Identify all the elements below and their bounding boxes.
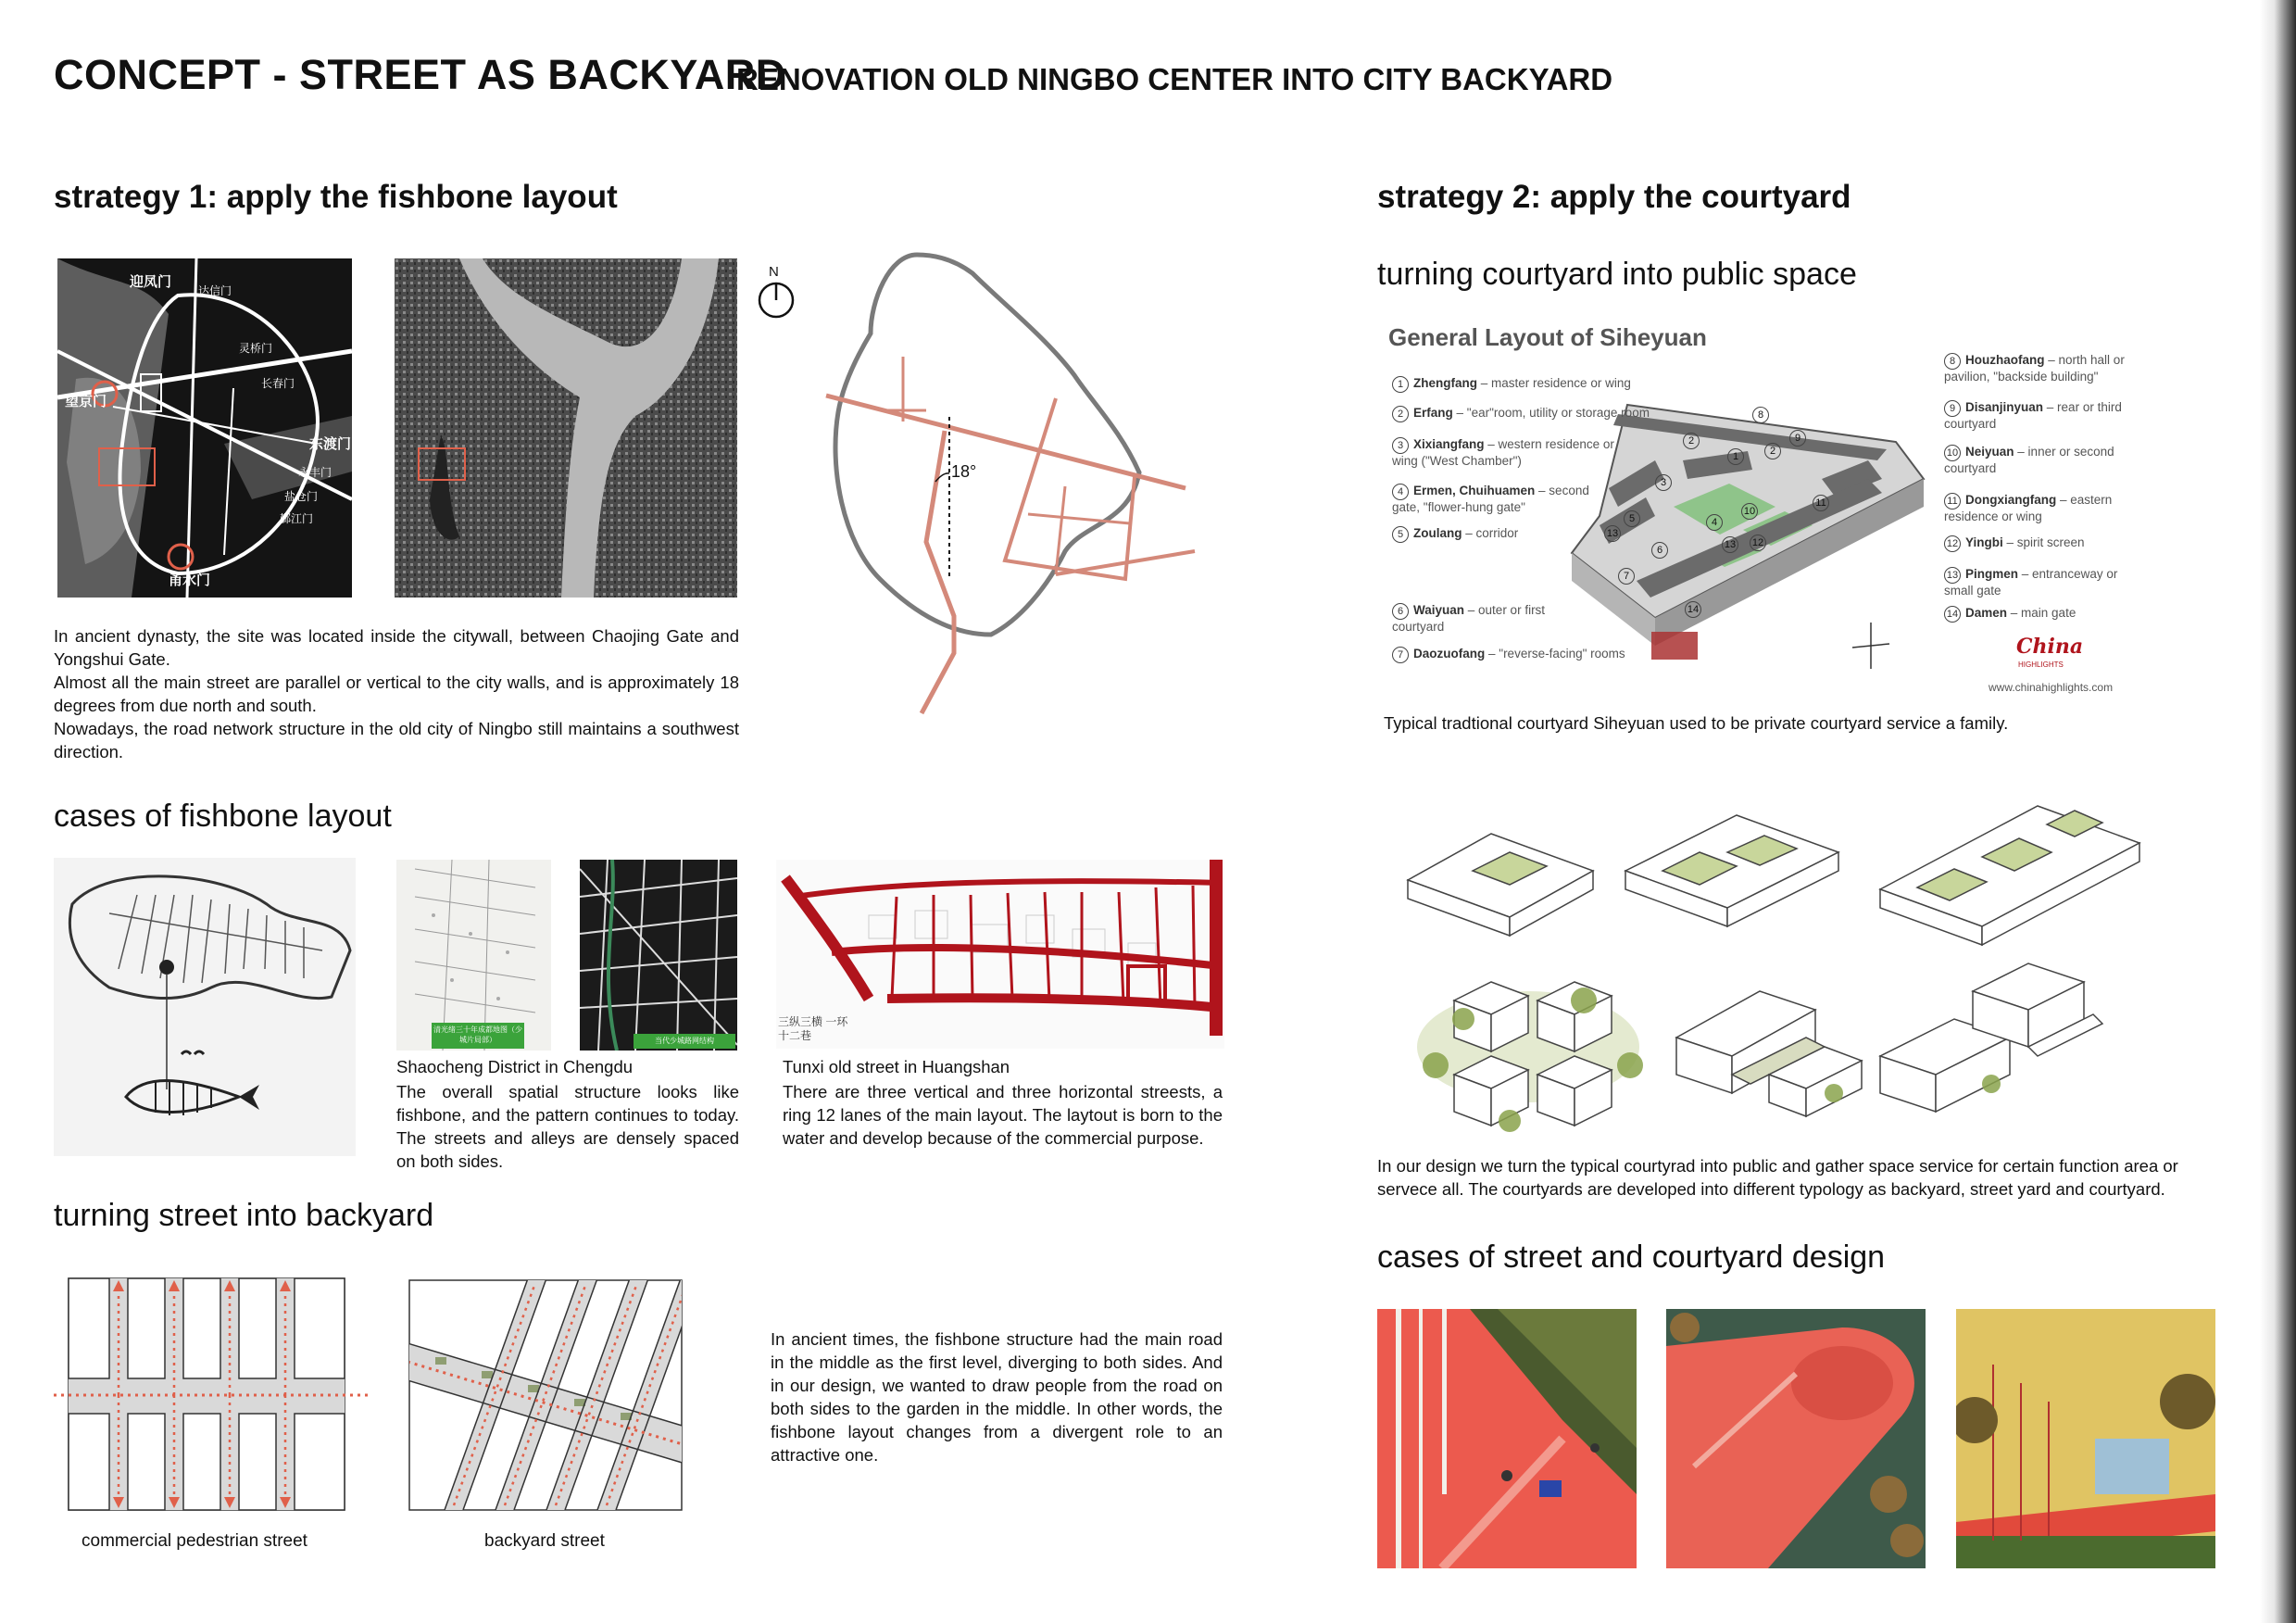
logo-sub: HIGHLIGHTS <box>2018 661 2064 669</box>
historic-city-map <box>57 258 352 598</box>
strategy2-heading: strategy 2: apply the courtyard <box>1377 179 1851 215</box>
map-label: 灵桥门 <box>239 342 273 355</box>
north-label: N <box>769 264 779 280</box>
map-label: 长春门 <box>261 377 295 390</box>
siheyuan-layout-figure <box>1377 312 2137 701</box>
aerial-photo <box>395 258 737 598</box>
strategy1-heading: strategy 1: apply the fishbone layout <box>54 179 618 215</box>
backyard-street-diagram <box>408 1278 685 1514</box>
paragraph: In ancient dynasty, the site was located inside the citywall, between Chaojing Gate and Yongshui Gate. <box>54 626 739 669</box>
map-label: 迎凤门 <box>130 274 172 290</box>
map-tag: 当代少城路网结构 <box>655 1037 714 1045</box>
tunxi-text: There are three vertical and three horizontal streests, a ring 12 lanes of the main layout. The laytout is born to the water and develop because of the commercial purpose. <box>783 1082 1223 1148</box>
shaocheng-title: Shaocheng District in Chengdu <box>396 1057 634 1076</box>
legend-item: 8 Houzhaofang – north hall or pavilion, "backside building" <box>1944 353 2125 384</box>
legend-item: 14 Damen – main gate <box>1944 606 2076 623</box>
map-tag: 清光绪三十年成都地图（少城片局部） <box>433 1025 522 1044</box>
case-image-3 <box>1956 1309 2215 1568</box>
paragraph: Almost all the main street are parallel or vertical to the city walls, and is approximately 18 degrees from due north and south. <box>54 673 739 715</box>
legend-item: 7 Daozuofang – "reverse-facing" rooms <box>1392 647 1625 663</box>
fishbone-sketch <box>54 858 356 1156</box>
angle-label: 18° <box>951 462 977 481</box>
map-label: 达信门 <box>198 284 232 297</box>
legend-item: 11 Dongxiangfang – eastern residence or wing <box>1944 493 2113 523</box>
map-label: 甬水门 <box>169 572 211 588</box>
legend-item: 1 Zhengfang – master residence or wing <box>1392 376 1631 393</box>
site-url: www.chinahighlights.com <box>1989 681 2114 694</box>
legend-item: 13 Pingmen – entranceway or small gate <box>1944 567 2118 598</box>
case-image-2 <box>1666 1309 1926 1568</box>
city-wall-diagram <box>815 245 1204 718</box>
tunxi-street-map <box>776 860 1224 1049</box>
map-label: 东渡门 <box>309 436 352 452</box>
legend-item: 3 Xixiangfang – western residence or wing ("West Chamber") <box>1392 437 1614 468</box>
legend-item: 6 Waiyuan – outer or first courtyard <box>1392 603 1546 634</box>
china-highlights-logo: China <box>2016 635 2084 659</box>
case-image-1 <box>1377 1309 1637 1568</box>
shaocheng-historic-map <box>396 860 551 1051</box>
legend-item: 12 Yingbi – spirit screen <box>1944 535 2085 552</box>
cases-street-heading: cases of street and courtyard design <box>1377 1239 1886 1275</box>
turning-street-heading: turning street into backyard <box>54 1198 434 1233</box>
siheyuan-title: General Layout of Siheyuan <box>1388 323 1707 351</box>
strategy1-description <box>54 624 739 763</box>
courtyard-design-text: In our design we turn the typical courtyrad into public and gather space service for certain function area or servece all. The courtyards are developed into different typology as backyard, street yard and courtyard. <box>1377 1156 2178 1199</box>
north-arrow-icon <box>758 280 798 321</box>
strategy2-subheading: turning courtyard into public space <box>1377 257 1857 292</box>
legend-item: 2 Erfang – "ear"room, utility or storage room <box>1392 406 1650 422</box>
tunxi-title: Tunxi old street in Huangshan <box>783 1057 1010 1076</box>
tunxi-tag: 三纵三横 一环十二巷 <box>778 1015 848 1042</box>
compass-icon <box>1848 618 1894 673</box>
turning-street-text: In ancient times, the fishbone structure had the main road in the middle as the first level, diverging to both sides. And in our design, we wanted to draw people from the road on both sides to the garden in the middle. In other words, the fishbone layout changes from a divergent role to an attractive one. <box>771 1329 1223 1465</box>
map-label: 鄞江门 <box>280 512 314 525</box>
legend-item: 4 Ermen, Chuihuamen – second gate, "flower-hung gate" <box>1392 484 1589 514</box>
siheyuan-caption: Typical tradtional courtyard Siheyuan used to be private courtyard service a family. <box>1384 713 2009 733</box>
map-label: 永丰门 <box>298 466 332 479</box>
map-label: 望京门 <box>65 394 107 409</box>
page-title: CONCEPT - STREET AS BACKYARD <box>54 51 786 98</box>
commercial-street-label: commercial pedestrian street <box>82 1531 307 1551</box>
shaocheng-text: The overall spatial structure looks like fishbone, and the pattern continues to today. The streets and alleys are densely spaced on both sides. <box>396 1082 739 1171</box>
cases-fishbone-heading: cases of fishbone layout <box>54 799 392 834</box>
siheyuan-illustration: 8 1 2 2 9 3 4 5 6 13 10 11 12 13 7 14 <box>1516 368 1951 683</box>
commercial-street-diagram <box>54 1277 370 1514</box>
legend-item: 9 Disanjinyuan – rear or third courtyard <box>1944 400 2122 431</box>
paragraph: Nowadays, the road network structure in the old city of Ningbo still maintains a southwest direction. <box>54 719 739 761</box>
map-label: 盐仓门 <box>284 490 319 503</box>
page-edge <box>2260 0 2296 1623</box>
courtyard-typology-diagram <box>1399 750 2158 1149</box>
shaocheng-modern-map <box>580 860 737 1051</box>
page-subtitle: RENOVATION OLD NINGBO CENTER INTO CITY BACKYARD <box>736 62 1613 96</box>
legend-item: 5 Zoulang – corridor <box>1392 526 1518 543</box>
legend-item: 10 Neiyuan – inner or second courtyard <box>1944 445 2114 475</box>
backyard-street-label: backyard street <box>484 1531 605 1551</box>
